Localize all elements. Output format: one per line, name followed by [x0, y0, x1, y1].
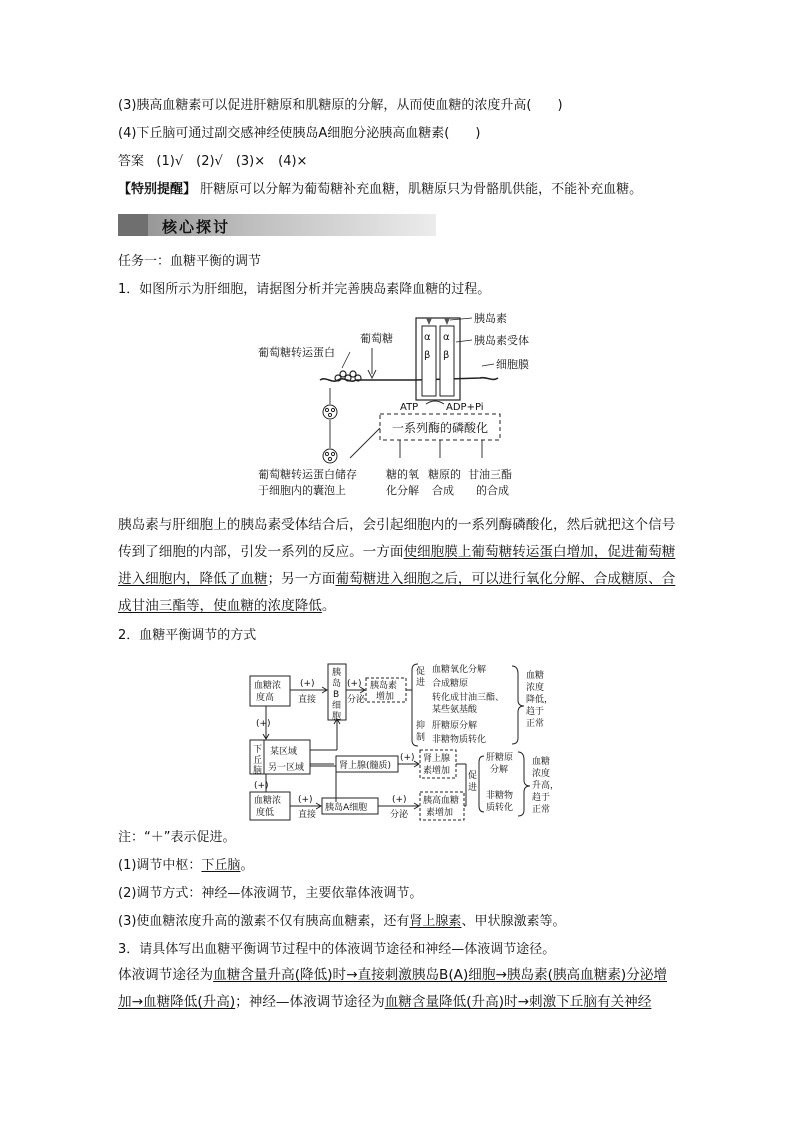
- glucose-regulation-diagram: [246, 660, 560, 820]
- isletB-3: B: [333, 690, 340, 700]
- answer-3-underline: 肾上腺素: [409, 914, 462, 929]
- adrenal-medulla: 肾上腺(髓质): [339, 761, 392, 771]
- liver-cell-diagram: [250, 308, 560, 504]
- inhibit-1: 抑: [416, 721, 426, 731]
- vesicle-label-1: 葡萄糖转运蛋白储存: [258, 468, 357, 481]
- beta-right: β: [443, 350, 450, 361]
- result-high-1: 血糖: [532, 757, 551, 767]
- effect-2: 合成糖原: [432, 679, 469, 689]
- insulin-label: 胰岛素: [474, 312, 507, 325]
- output-1b: 化分解: [386, 484, 419, 497]
- hypo-1: 下: [253, 745, 263, 755]
- output-3a: 甘油三酯: [468, 468, 512, 481]
- promote-4: 进: [468, 783, 478, 793]
- answer-1-underline: 下丘脑: [201, 858, 241, 873]
- tip-text: 肝糖原可以分解为葡萄糖补充血糖，肌糖原只为骨骼肌供能，不能补充血糖。: [200, 182, 643, 197]
- insulin-inc-1: 胰岛素: [370, 681, 398, 691]
- output-2a: 糖原的: [428, 468, 461, 481]
- result-low-3: 降低，: [526, 695, 554, 705]
- adrenaline-inc-2: 素增加: [423, 766, 451, 776]
- hyper-effect-3: 非糖物: [486, 791, 514, 801]
- glucagon-inc-2: 素增加: [426, 808, 454, 818]
- p1-underline-2: 葡萄糖进入细胞之后，可以进行氧化分解、合成糖原、合成甘油三酯等，使血糖的浓度降低: [118, 571, 676, 614]
- vesicle-label-2: 于细胞内的囊泡上: [258, 484, 346, 497]
- promote-2: 进: [416, 678, 426, 688]
- isletB-4: 细: [332, 701, 342, 711]
- high-glucose-1: 血糖浓: [254, 681, 282, 691]
- hyper-effect-1: 肝糖原: [486, 753, 514, 763]
- isletB-5: 胞: [332, 712, 342, 722]
- adp-label: ADP+Pi: [446, 402, 484, 413]
- output-1a: 糖的氧: [386, 468, 419, 481]
- result-high-2: 浓度: [532, 769, 551, 779]
- phosphorylation-label: 一系列酶的磷酸化: [392, 421, 489, 435]
- beta-left: β: [424, 350, 431, 361]
- secrete-2: 分泌: [390, 810, 409, 820]
- direct-1: 直接: [298, 695, 317, 705]
- result-high-3: 升高，: [532, 781, 560, 791]
- insulin-paragraph: [118, 512, 678, 620]
- hypo-2: 丘: [253, 756, 263, 766]
- result-low-1: 血糖: [526, 671, 545, 681]
- p3-underline-1: 血糖含量升高(降低)时→直接刺激胰岛B(A)细胞→胰岛素(胰高血糖素)分泌增加→血糖降低(升高): [118, 967, 668, 1010]
- effect-6: 非糖物质转化: [432, 735, 487, 745]
- hypo-3: 脑: [253, 766, 263, 776]
- answer-value: (1)√ (2)√ (3)× (4)×: [156, 154, 308, 169]
- p3-text-2: ；神经—体液调节途径为: [235, 994, 385, 1010]
- alpha-left: α: [424, 332, 431, 343]
- effect-5: 肝糖原分解: [432, 721, 478, 731]
- plus-4: (+): [400, 753, 415, 763]
- hyper-effect-2: 分解: [490, 765, 509, 775]
- answer-label: 答案: [118, 154, 145, 169]
- plus-7: (+): [392, 795, 407, 805]
- plus-2: (+): [347, 679, 362, 689]
- output-3b: 的合成: [476, 484, 509, 497]
- isletB-1: 胰: [332, 668, 342, 678]
- special-tip: [118, 180, 642, 199]
- question-2: 2．血糖平衡调节的方式: [118, 628, 257, 643]
- membrane-label: 细胞膜: [496, 358, 529, 371]
- islet-a-cell: 胰岛A细胞: [325, 803, 368, 813]
- answer-1-end: 。: [240, 858, 254, 873]
- p1-text-2: ；另一方面: [267, 571, 336, 587]
- answer-line: [118, 152, 307, 171]
- plus-1: (+): [300, 679, 315, 689]
- inhibit-2: 制: [416, 733, 426, 743]
- effect-1: 血糖氧化分解: [432, 665, 487, 675]
- glucose-label: 葡萄糖: [360, 332, 393, 345]
- low-glucose-2: 度低: [256, 808, 275, 818]
- result-low-5: 正常: [526, 719, 545, 729]
- result-low-4: 趋于: [526, 707, 545, 717]
- alpha-right: α: [443, 332, 450, 343]
- result-low-2: 浓度: [526, 683, 545, 693]
- region-a: 某区域: [270, 747, 298, 757]
- output-2b: 合成: [432, 484, 454, 497]
- answer-1-text: (1)调节中枢：: [118, 858, 202, 873]
- answer-3: [118, 912, 565, 931]
- transporter-label: 葡萄糖转运蛋白: [258, 346, 335, 359]
- insulin-inc-2: 增加: [376, 692, 395, 702]
- p3-underline-2: 血糖含量降低(升高)时→刺激下丘脑有关神经: [384, 994, 652, 1010]
- high-glucose-2: 度高: [256, 693, 275, 703]
- pathway-paragraph: [118, 962, 678, 1016]
- region-b: 另一区域: [268, 763, 305, 773]
- p1-underline-1: 使细胞膜上葡萄糖转运蛋白增加，促进葡萄糖进入细胞内，降低了血糖: [118, 544, 676, 587]
- answer-2: (2)调节方式：神经—体液调节，主要依靠体液调节。: [118, 886, 423, 901]
- question-3: 3．请具体写出血糖平衡调节过程中的体液调节途径和神经—体液调节途径。: [118, 942, 556, 957]
- p1-text-1: 胰岛素与肝细胞上的胰岛素受体结合后，会引起细胞内的一系列酶磷酸化，然后就把这个信号传到了细胞的内部，引发一系列的反应。一方面: [118, 517, 676, 560]
- plus-3: (+): [256, 719, 271, 729]
- answer-3-text-2: 、甲状腺激素等。: [461, 914, 566, 929]
- effect-4: 某些氨基酸: [432, 705, 478, 715]
- answer-1: [118, 856, 253, 875]
- diagram-note: 注：“＋”表示促进。: [118, 830, 236, 845]
- low-glucose-1: 血糖浓: [254, 796, 282, 806]
- result-high-4: 趋于: [532, 793, 551, 803]
- adrenaline-inc-1: 肾上腺: [423, 754, 451, 764]
- receptor-label: 胰岛素受体: [474, 334, 529, 347]
- question-1: 1．如图所示为肝细胞，请据图分析并完善胰岛素降血糖的过程。: [118, 282, 491, 297]
- promote-1: 促: [416, 667, 426, 677]
- glucagon-inc-1: 胰高血糖: [423, 796, 460, 806]
- atp-label: ATP: [400, 402, 419, 413]
- direct-2: 直接: [298, 810, 317, 820]
- plus-5: (+): [254, 781, 269, 791]
- plus-6: (+): [298, 795, 313, 805]
- secrete-1: 分泌: [347, 695, 366, 705]
- answer-3-text-1: (3)使血糖浓度升高的激素不仅有胰高血糖素，还有: [118, 914, 410, 929]
- banner-dark-block: [118, 214, 148, 236]
- isletB-2: 岛: [332, 679, 342, 689]
- judge-item-4: (4)下丘脑可通过副交感神经使胰岛A细胞分泌胰高血糖素( ): [118, 126, 481, 141]
- promote-3: 促: [468, 771, 478, 781]
- task-one-heading: 任务一：血糖平衡的调节: [118, 254, 262, 269]
- p3-text-1: 体液调节途径为: [118, 967, 214, 983]
- banner-title: 核心探讨: [162, 218, 231, 236]
- tip-label: 【特别提醒】: [118, 182, 197, 197]
- hyper-effect-4: 质转化: [486, 803, 514, 813]
- judge-item-3: (3)胰高血糖素可以促进肝糖原和肌糖原的分解，从而使血糖的浓度升高( ): [118, 98, 563, 113]
- section-banner: [118, 214, 436, 236]
- effect-3: 转化成甘油三酯、: [432, 693, 505, 703]
- result-high-5: 正常: [532, 805, 551, 815]
- p1-text-3: 。: [321, 598, 336, 614]
